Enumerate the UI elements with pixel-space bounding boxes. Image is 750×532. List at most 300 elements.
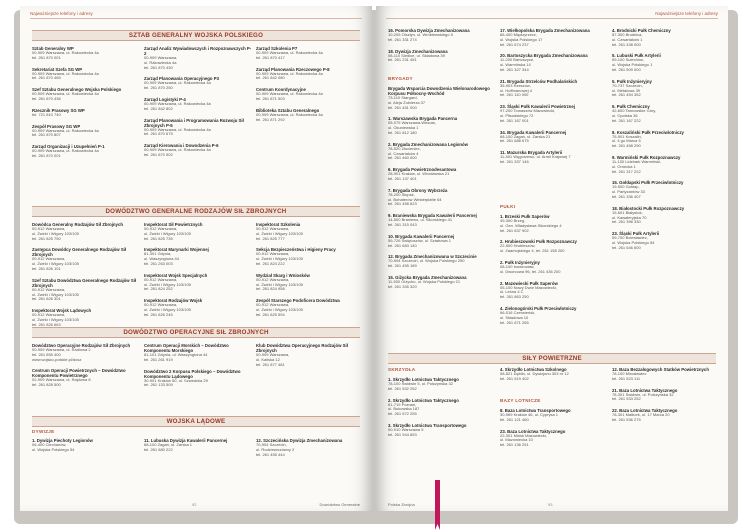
entry-detail: 61-719 Poznań, [388,401,417,407]
sp-col-1 [388,377,496,444]
entry-detail: 00-909 Warszawa, ul. Rakowiecka 4a [144,147,211,153]
wl-col-3 [256,438,364,463]
entry-detail: 00-912 Warszawa, [256,226,290,231]
entry-detail: tel. 261 870 417 [256,54,285,60]
entry-detail: tel. 261 870 430 [144,64,173,70]
dgrsz-col-1 [32,222,140,334]
section-title-sp: SIŁY POWIETRZNE [388,353,716,364]
entry-detail: tel. 261 825 735 [144,235,173,241]
entry-detail: tel. 261 863 250 [500,294,529,300]
subsection-brygady: BRYGADY [388,76,413,81]
entry-detail: 78-100 Mirosławiec [612,371,647,376]
entry-name: Sekcja Bezpieczeństwa i Higieny Pracy [256,247,336,253]
entry-detail: 00-912 Warszawa, [256,302,290,308]
entry-name: Centrum Koordynacyjne [256,87,306,93]
entry-name: 8. Koszaliński Pułk Przeciwlotniczy [612,129,684,135]
entry-detail: tel. 261 683 140 [388,242,417,248]
directory-entry [500,130,608,145]
sztab-col-2 [144,46,252,164]
entry-detail: ul. Wojska Polskiego 17 [500,36,543,42]
entry-detail: tel. 261 646 600 [612,244,641,250]
entry-name: 1. Skrzydło Lotnictwa Taktycznego [388,377,459,382]
directory-entry [32,368,140,388]
directory-entry [500,408,608,423]
entry-detail: 05-075 Warszawa-Wesoła, [388,120,436,126]
entry-name: Zarząd Planowania i Programowania Rozwoju Sił Zbrojnych P-5 [144,117,244,128]
directory-entry [500,367,608,382]
running-header: Najważniejsze telefony i adresy [655,11,718,16]
entry-detail: ul. Żwirki i Wigury 103/105 [144,281,191,287]
entry-detail: 08-110 Siedlce, ul. Składowa 39 [388,52,445,58]
directory-entry [612,130,720,149]
entry-name: Inspektorat Szkolenia [256,222,301,227]
directory-entry [612,388,720,403]
entry-name: 1. Warszawska Brygada Pancerna [388,116,458,122]
entry-detail: 78-301 Malbork, ul. 17 Marca 20 [612,412,670,418]
directory-entry [388,423,496,438]
directory-entry [32,87,140,102]
entry-detail: 00-909 Warszawa, ul. Rakowiecka 4a [32,127,99,133]
entry-name: Inspektorat Wojsk Specjalnych [144,272,208,278]
footer-text: Dowództwo Generalne [319,502,360,507]
entry-detail: 68-100 Żagań, ul. Żarska 21 [500,133,551,139]
directory-entry [32,438,140,453]
entry-name: Centrum Operacji Powietrznych – Dowództwo Komponentu Powietrznego [32,368,126,379]
entry-detail: tel. 261 824 958 [256,286,285,292]
section-title-dosz: DOWÓDZTWO OPERACYJNE SIŁ ZBROJNYCH [32,327,360,338]
entry-detail: tel. 261 337 146 [500,158,529,164]
entry-detail: tel. 261 451 000 [388,104,417,110]
running-header: Najważniejsze telefony i adresy [30,11,93,16]
entry-detail: ul. Żwirki i Wigury 103/105 [32,261,79,267]
entry-detail: 81-101 Gdynia, ul. Waszyngtona 44 [144,352,208,357]
entry-detail: ul. Opolska 36 [612,112,638,118]
directory-entry [32,124,140,139]
entry-detail: ul. Żwirki i Wigury 103/105 [144,230,191,236]
directory-entry [144,118,252,138]
entry-detail: ul. 4 go Marca 5 [612,138,641,144]
entry-detail: 00-909 Warszawa, ul. Rakowiecka 4a [256,50,323,55]
subsection-skrzydla: SKRZYDŁA [388,367,416,372]
directory-entry [256,108,364,123]
entry-detail: ul. Hoffmanowej 4 [500,87,532,93]
entry-name: 2. Skrzydło Lotnictwa Taktycznego [388,397,459,403]
entry-detail: 49-300 Brzeg, [500,218,526,223]
entry-detail: tel. 261 458 290 [612,143,641,149]
entry-detail: 00-912 Warszawa, [32,312,66,318]
entry-detail: 00-909 Warszawa, ul. Rakowiecka 4a [32,91,99,97]
right-col-2-top [500,28,608,171]
entry-detail: ul. Żwirki i Wigury 103/105 [256,306,303,312]
entry-detail: ul. Żwirki i Wigury 103/105 [144,306,191,312]
entry-name: 4. Skrzydło Lotnictwa Szkolnego [500,367,567,372]
entry-detail: tel. 261 825 750 [32,235,61,241]
entry-name: 15. Giżycka Brygada Zmechanizowana [388,274,467,280]
directory-entry [612,206,720,225]
entry-detail: ul. Aleja Żołnierza 37 [388,99,426,105]
entry-name: Szef Sztabu Dowództwa Generalnego Rodzajów Sił Zbrojnych [32,277,137,288]
entry-detail: tel. 261 828 500 [32,382,61,388]
entry-name: Zespół Starszego Podoficera Dowództwa [256,298,340,304]
entry-name: 34. Brygada Kawalerii Pancernej [500,129,567,135]
entry-detail: 66-016 Czerwieńsk, [500,309,536,315]
directory-entry [256,67,364,82]
entry-name: Szef Sztabu Generalnego Wojska Polskiego [32,87,122,93]
entry-detail: 35-903 Rzeszów, [500,82,531,88]
sp-col-2a [500,367,608,388]
directory-entry [612,28,720,47]
entry-name: Zarząd Planowania Rzeczowego P-8 [256,66,330,72]
entry-detail: tel. 261 826 301 [32,296,61,302]
entry-detail: ul. Żwirki i Wigury 103/105 [256,230,303,236]
directory-entry [256,438,364,457]
entry-detail: tel. 261 167 001 [500,117,529,123]
header-rule [386,18,718,19]
entry-detail: tel. 261 842 080 [256,75,285,81]
entry-detail: 00-912 Warszawa, [144,302,178,308]
entry-name: Zarząd Planowania Operacyjnego P3 [144,76,219,82]
sztab-col-3 [256,46,364,128]
directory-entry [612,104,720,123]
directory-entry [256,298,364,317]
entry-detail: 73-110 Stargard, [388,95,418,100]
entry-name: 20. Bartoszycka Brygada Zmechanizowana [500,53,588,59]
directory-entry [256,46,364,61]
entry-detail: tel. 261 870 436 [32,95,61,101]
dosz-col-1 [32,343,140,394]
entry-name: Inspektorat Marynarki Wojennej [144,247,209,253]
entry-detail: tel. 261 532 252 [388,385,417,391]
dgrsz-col-3 [256,222,364,324]
entry-detail: tel. 261 438 000 [612,41,641,47]
entry-detail: tel. 261 870 001 [32,152,61,158]
entry-detail: ul. Bohaterów Westerplatte 64 [388,196,442,202]
entry-name: Dowódca Generalny Rodzajów Sił Zbrojnych [32,222,123,227]
directory-entry [500,281,608,300]
entry-detail: 68-100 Żagań, ul. Żarska 1 [144,442,193,447]
entry-detail: tel. 261 458 623 [388,201,417,207]
entry-detail: 00-909 Warszawa, ul. Rakowiecka 4a [32,50,99,55]
entry-detail: tel. 261 877 481 [256,361,285,367]
entry-detail: tel. 721 810 740 [32,111,61,117]
entry-detail: tel. 261 536 275 [612,416,641,422]
entry-detail: ul. Wojska Polskiego 54 [32,446,75,452]
right-col-1-bottom [388,86,496,296]
dosz-col-3 [256,343,364,373]
entry-name: Zarząd Organizacji i Uzupełnień P-1 [32,144,105,150]
directory-entry [144,97,252,112]
entry-detail: ul. Żwirki i Wigury 103/105 [32,316,79,322]
directory-entry [500,53,608,72]
entry-name: Rzecznik Prasowy SG WP [32,107,85,113]
entry-detail: tel. 261 455 444 [256,451,285,457]
entry-detail: tel. 261 674 237 [500,41,529,47]
entry-detail: 00-909 Warszawa, ul. Rakowiecka 4a [32,148,99,154]
entry-detail: 78-301 Świdwin, ul. Połczyńska 32 [612,391,674,397]
entry-detail: ul. Leśna 4 C [500,289,524,295]
directory-entry [256,273,364,292]
entry-detail: tel. 261 870 675 [144,131,173,137]
entry-name: 23. Baza Lotnictwa Taktycznego [500,428,566,434]
directory-entry [612,180,720,199]
directory-entry [612,231,720,250]
entry-detail: 70-737 Szczecin, [612,82,643,88]
entry-detail: 59-726 Świętoszów, ul. Sztabowa 1 [388,237,451,243]
entry-detail: 78-520 Złocieniec, [388,145,421,151]
entry-detail: ul. Żwirki i Wigury 103/105 [256,281,303,287]
entry-name: 3. Skrzydło Lotnictwa Transportowego [388,422,467,428]
entry-detail: tel. 261 637 902 [500,227,529,233]
entry-detail: tel. 261 261 919 [144,356,173,362]
entry-name: 9. Warmiński Pułk Rozpoznawczy [612,154,681,160]
entry-detail: 42-600 Tarnowskie Góry, [612,108,657,114]
entry-name: 4. Brodnicki Pułk Chemiczny [612,28,671,33]
entry-name: Sztab Generalny WP [32,46,74,51]
sp-col-3 [612,367,720,429]
entry-detail: tel. 261 944 653 [388,431,417,437]
entry-name: 7. Brygada Obrony Wybrzeża [388,187,448,193]
entry-detail: ul. Metalowa 39 [612,87,641,93]
subsection-dywizje: DYWIZJE [32,429,55,434]
directory-entry [500,79,608,98]
directory-entry [388,49,496,64]
directory-entry [388,116,496,135]
entry-name: 2. Mazowiecki Pułk Saperów [500,280,558,286]
entry-detail: 14-500 Braniewo, ul. Sikorskiego 41 [388,217,453,223]
entry-detail: 00-909 Warszawa, [144,55,178,60]
directory-entry [144,247,252,266]
directory-entry [32,308,140,327]
directory-entry [32,247,140,271]
entry-detail: 00-912 Warszawa, [144,276,178,282]
entry-detail: tel. 261 519 402 [500,375,529,381]
directory-entry [256,222,364,241]
entry-name: 4. Zielonogórski Pułk Przeciwlotniczy [500,305,577,311]
entry-detail: tel. 261 825 777 [256,235,285,241]
entry-name: Zarząd Analiz Wywiadowczych i Rozpoznawczych P-2 [144,46,252,56]
entry-detail: tel. 261 523 111 [612,375,641,381]
directory-entry [144,343,252,363]
entry-detail: tel. 261 826 663 [32,321,61,327]
entry-detail: 06-400 Ciechanów, [32,442,67,447]
entry-detail: 78-200 Słupsk, [388,191,415,197]
entry-detail: tel. 261 454 352 [612,92,641,98]
right-col-3 [612,28,720,257]
entry-name: Inspektorat Wojsk Lądowych [32,308,92,314]
entry-detail: tel. 261 533 252 [612,396,641,402]
section-title-dgrsz: DOWÓDZTWO GENERALNE RODZAJÓW SIŁ ZBROJNYCH [32,206,360,217]
entry-detail: tel. 261 396 330 [612,219,641,225]
entry-name: 21. Brygada Strzelców Podhalańskich [500,78,578,84]
bookmark-ribbon [435,480,440,530]
entry-detail: tel. 261 871 503 [256,95,285,101]
entry-name: Inspektorat Sił Powietrznych [144,222,203,227]
entry-detail: tel. 261 315 043 [388,221,417,227]
entry-detail: tel. 261 825 594 [256,311,285,317]
directory-entry [612,79,720,98]
entry-detail: 00-912 Warszawa, [144,226,178,231]
entry-detail: 66-400 Międzyrzecz, [500,32,537,37]
entry-detail: ul. Żwirki i Wigury 103/105 [256,256,303,262]
directory-entry [32,278,140,302]
entry-detail: 97-200 Tomaszów Mazowiecki, [500,108,556,114]
entry-detail: tel. 261 136 251 [500,442,529,448]
entry-detail: ul. Dworcowa 96, tel. 261 436 200 [500,268,561,274]
entry-detail: 00-912 Warszawa, [32,256,66,262]
entry-detail: 00-912 Warszawa, [256,251,290,257]
directory-entry [612,408,720,423]
directory-entry [32,144,140,159]
sztab-col-1 [32,46,140,165]
entry-detail: tel. 261 317 222 [612,168,641,174]
entry-name: Sekretariat Szefa SG WP [32,66,83,72]
directory-entry [388,234,496,249]
right-page [376,6,728,511]
entry-detail: tel. 261 509 000 [612,66,641,72]
entry-detail: 11-401 Węgorzewo, ul. Armii Krajowej 7 [500,154,571,160]
entry-detail: ul. Żwirki i Wigury 103/105 [32,291,79,297]
directory-entry [612,53,720,72]
entry-detail: 00-909 Warszawa, ul. Rakowiecka 4a [32,70,99,76]
entry-detail: tel. 261 331 274 [388,36,417,42]
entry-name: Zarząd Kierowania i Dowodzenia P-6 [144,143,219,149]
entry-detail: ul. Składowa 10 [500,314,529,320]
entry-name: Zarząd Szkolenia P7 [256,46,298,51]
entry-name: 5. Lubuski Pułk Artylerii [612,53,661,59]
entry-detail: 00-909 Warszawa, ul. Rakowiecka 4a [144,80,211,86]
entry-detail: 05-100 Nowy Dwór Mazowiecki, [500,284,557,290]
directory-entry [500,239,608,254]
entry-detail: 59-700 Bolesławiec, [612,235,648,241]
entry-detail: 22-500 Hrubieszów, [500,243,536,249]
entry-detail: 70-904 Szczecin, ul. Wojska Polskiego 250 [388,258,465,264]
dgrsz-col-2 [144,222,252,324]
directory-entry [32,343,140,362]
entry-name: 15. Gołdapski Pułk Przeciwlotniczy [612,180,684,186]
right-col-1-top [388,28,496,69]
subsection-bazy: BAZY LOTNICZE [500,398,541,403]
directory-entry [500,104,608,123]
entry-name: 1. Dywizja Piechoty Legionów [32,438,93,443]
entry-detail: tel. 261 455 189 [388,263,417,269]
entry-detail: tel. 261 870 250 [144,85,173,91]
entry-name: 2. Hrubieszowski Pułk Rozpoznawczy [500,239,577,245]
entry-detail: tel. 261 824 222 [256,260,285,266]
entry-detail: tel. 261 460 000 [388,155,417,161]
entry-name: 12. Baza Bezzałogowych Statków Powietrznych [612,367,709,372]
entry-detail: 30-969 Kraków 46, ul. Cyprysa 1 [500,412,559,417]
directory-entry [144,438,252,453]
directory-entry [388,167,496,182]
entry-detail: 75-901 Koszalin, [612,133,642,139]
entry-detail: ul. Wojska Polskiego 1 [612,62,653,68]
entry-detail: ul. Żwirki i Wigury 103/105 [32,230,79,236]
entry-detail: 00-909 Warszawa, [256,352,290,357]
directory-entry [32,222,140,241]
entry-detail: ul. Partyzantów 33 [612,189,645,195]
directory-entry [388,188,496,207]
directory-entry [500,429,608,448]
section-title-sztab: SZTAB GENERALNY WOJSKA POLSKIEGO [32,30,360,41]
entry-detail: tel. 261 870 807 [32,132,61,138]
directory-entry [144,46,252,70]
entry-detail: tel. 261 826 245 [144,311,173,317]
page-number: 92 [192,502,197,507]
entry-detail: 00-909 Warszawa, ul. Rakowiecka 4a [256,111,323,117]
entry-detail: tel. 261 870 001 [32,54,61,60]
entry-detail: 11-500 Giżycko, ul. Wojska Polskiego 21 [388,278,461,284]
right-col-2-bottom [500,214,608,331]
entry-detail: tel. 261 671 265 [500,319,529,325]
entry-detail: ul. Kaliska 12 [256,356,280,362]
entry-detail: 00-912 Warszawa, [32,286,66,292]
directory-entry [500,306,608,325]
entry-name: Zarząd Logistyki P-4 [144,96,186,102]
entry-detail: tel. 261 572 255 [388,411,417,417]
entry-detail: tel. 261 137 401 [388,175,417,181]
directory-entry [388,213,496,228]
entry-detail: 87-300 Brodnica, [612,32,643,37]
entry-detail: 69-100 Sulechów, [612,57,644,63]
entry-detail: 00-909 Warszawa, ul. Radiowa 2 [32,347,91,352]
entry-name: 5. Pułk Inżynieryjny [612,78,652,84]
entry-detail: tel. 261 870 465 [32,75,61,81]
entry-name: 23. Śląski Pułk Kawalerii Powietrznej [500,104,575,110]
entry-detail: 00-909 Warszawa, ul. Rakowiecka 4a [144,100,211,106]
entry-detail: 11-200 Bartoszyce, [500,57,535,63]
entry-detail: 10-205 Olsztyn, ul. Wróblewskiego 5 [388,32,453,37]
entry-detail: ul. Rodziewiczówny 2 [256,446,295,452]
entry-detail: ul. Piłsudskiego 72 [500,112,534,118]
entry-name: 11. Mazurska Brygada Artylerii [500,150,563,156]
directory-entry [144,273,252,292]
entry-detail: 15-601 Białystok, [612,209,643,215]
entry-detail: ul. Zaamojskiego 4, tel. 261 158 200 [500,248,565,254]
left-page [20,6,372,511]
entry-detail: tel. 261 812 180 [388,129,417,135]
directory-entry [388,398,496,417]
entry-detail: 00-910 Warszawa 5 [388,426,424,432]
entry-detail: tel. 261 231 451 [388,57,417,63]
entry-detail: tel. 261 336 407 [612,193,641,199]
entry-name: 2. Brygada Zmechanizowana Legionów [388,141,468,147]
entry-name: 23. Śląski Pułk Artylerii [612,231,660,237]
entry-name: Dowództwo Operacyjne Rodzajów Sił Zbrojnych [32,343,131,348]
entry-detail: tel. 261 842 802 [144,105,173,111]
entry-name: 17. Wielkopolska Brygada Zmechanizowana [500,28,590,33]
entry-detail: ul. Czwartaków 4 [388,150,419,156]
directory-entry [32,46,140,61]
entry-detail: ul. Warmińska 14 [500,62,531,68]
entry-name: 18. Białostocki Pułk Rozpoznawczy [612,205,685,211]
directory-entry [388,142,496,161]
entry-name: 11. Lubuska Dywizja Kawalerii Pancernej [144,438,228,443]
entry-detail: tel. 261 855 400 [32,351,61,357]
directory-entry [500,260,608,275]
entry-name: Centrum Operacji Morskich – Dowództwo Komponentu Morskiego [144,343,229,353]
directory-entry [144,222,252,241]
entry-name: Dowództwo 2 Korpusu Polskiego – Dowództwo Komponentu Lądowego [144,368,241,379]
wl-col-2 [144,438,252,459]
directory-entry [32,108,140,118]
entry-name: 21. Baza Lotnictwa Taktycznego [612,387,678,393]
entry-detail: ul. Mazowiecka 10 [500,437,533,443]
entry-name: Zespół Prasowy SG WP [32,123,81,129]
entry-detail: 00-909 Warszawa, ul. Rakowiecka 4a [144,126,211,132]
entry-detail: ul. Czwartaków 1 [612,36,643,42]
entry-name: 22. Baza Lotnictwa Taktycznego [612,408,678,414]
entry-detail: tel. 261 263 003 [144,260,173,266]
